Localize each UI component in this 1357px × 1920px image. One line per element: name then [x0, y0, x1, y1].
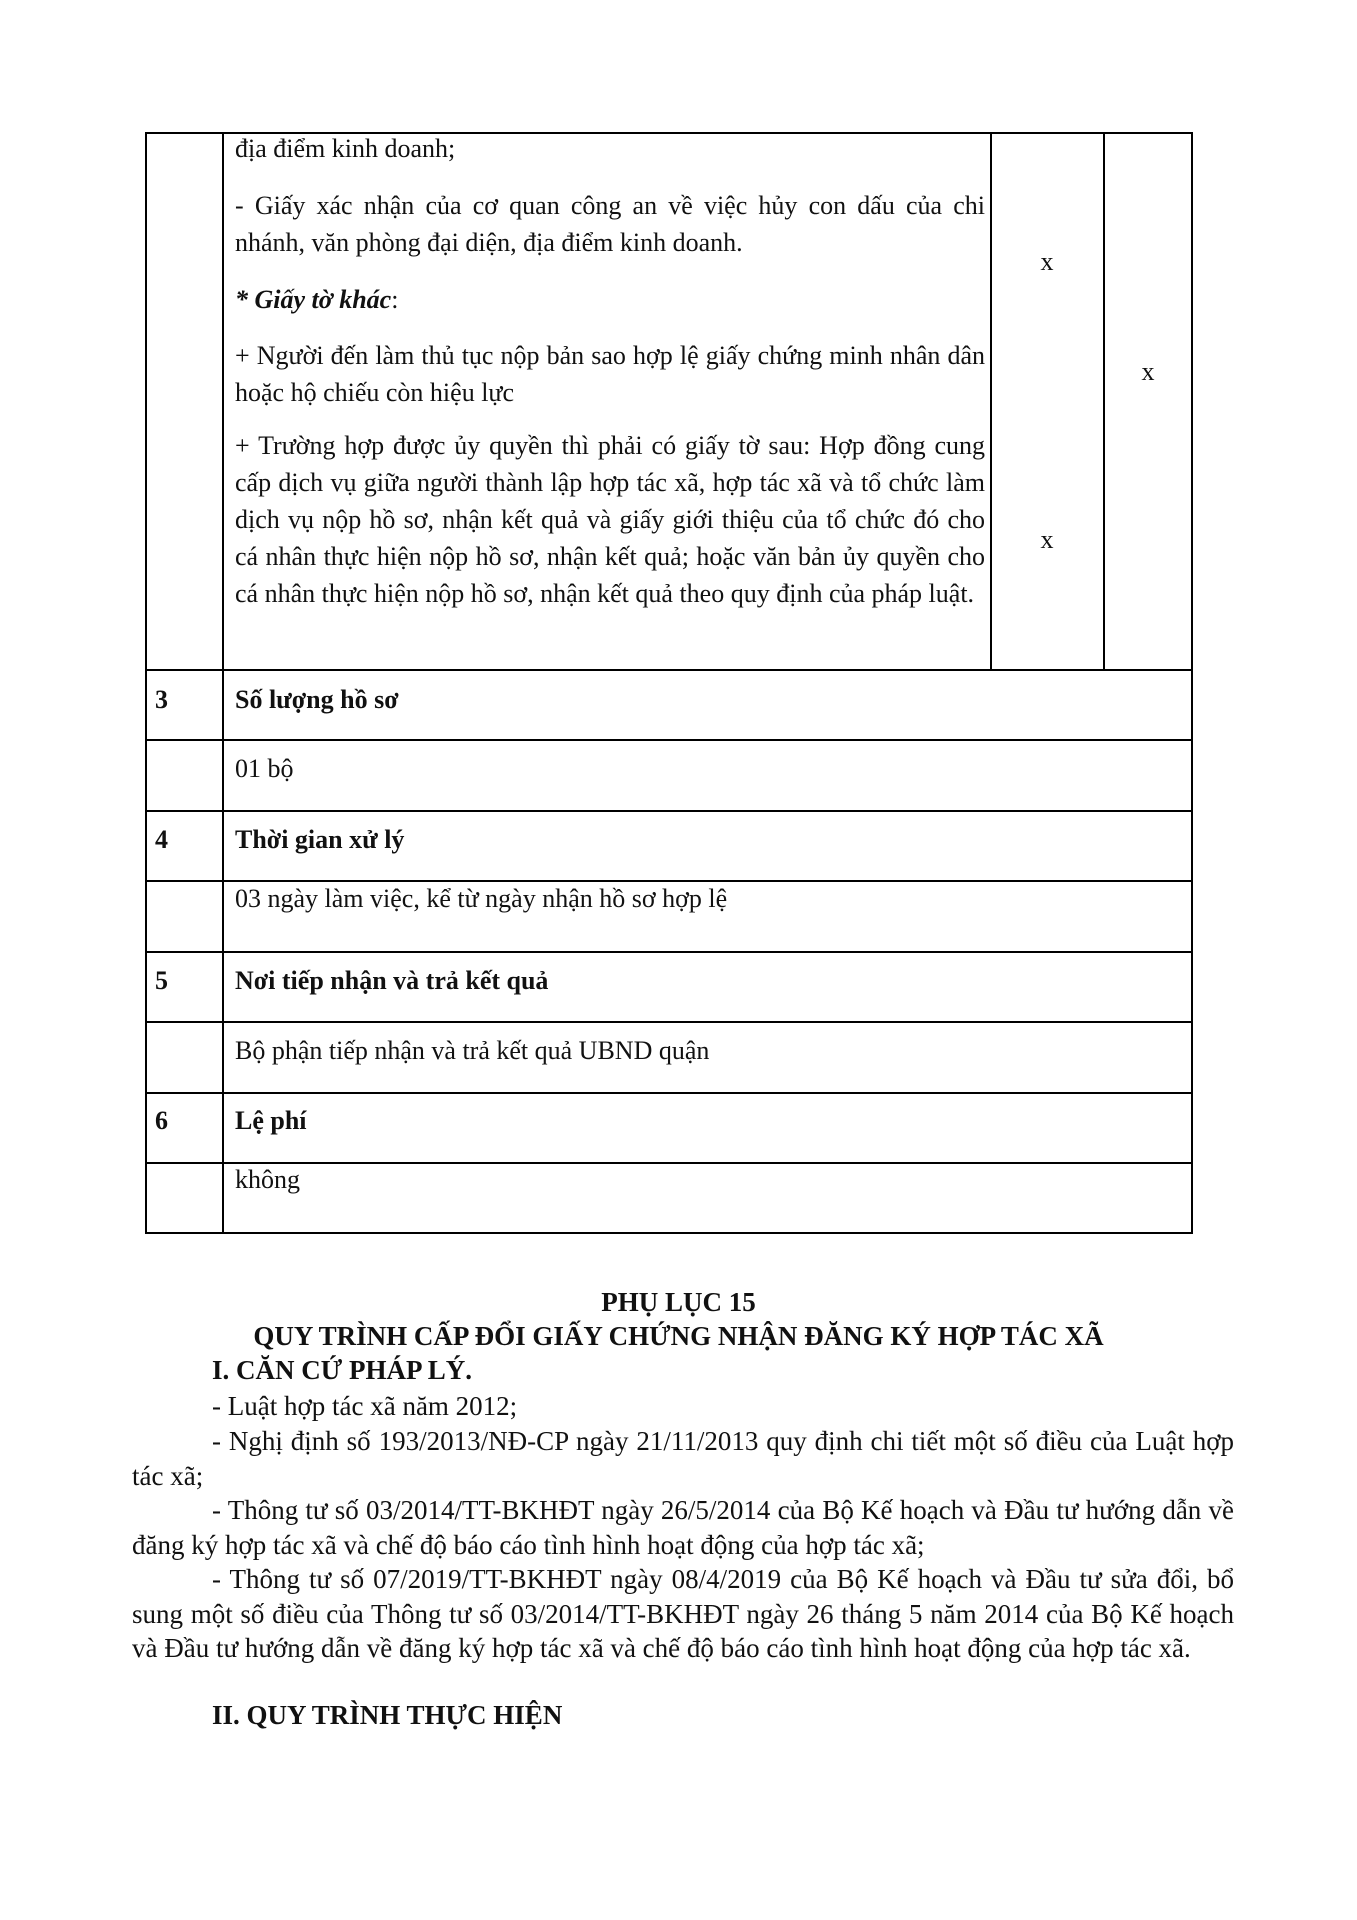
legal-basis-item: - Nghị định số 193/2013/NĐ-CP ngày 21/11/2013 quy định chi tiết một số điều của Luật hợp tác xã;: [132, 1426, 1234, 1491]
table-row-divider: [145, 880, 1193, 882]
table-mark-col-divider-1: [990, 132, 992, 670]
row-heading: Nơi tiếp nhận và trả kết quả: [235, 966, 549, 995]
row-heading: Lệ phí: [235, 1106, 307, 1135]
appendix-subtitle: QUY TRÌNH CẤP ĐỔI GIẤY CHỨNG NHẬN ĐĂNG KÝ HỢP TÁC XÃ: [253, 1321, 1104, 1351]
document-continuation-line: địa điểm kinh doanh;: [235, 134, 456, 163]
document-item-authorization: + Trường hợp được ủy quyền thì phải có giấy tờ sau: Hợp đồng cung cấp dịch vụ giữa người thành lập hợp tác xã, hợp tác xã và tổ chức làm dịch vụ nộp hồ sơ, nhận kết quả và giấy giới thiệu của tổ chức đó cho cá nhân thực hiện nộp hồ sơ, nhận kết quả; hoặc văn bản ủy quyền cho cá nhân thực hiện nộp hồ sơ, nhận kết quả theo quy định của pháp luật.: [235, 431, 985, 608]
table-mark-col-divider-2: [1103, 132, 1105, 670]
row-value: Bộ phận tiếp nhận và trả kết quả UBND quận: [235, 1036, 710, 1065]
row-heading: Thời gian xử lý: [235, 825, 405, 854]
table-row-divider: [145, 1092, 1193, 1094]
row-heading: Số lượng hồ sơ: [235, 685, 399, 714]
table-row-divider: [145, 951, 1193, 953]
mark-original: x: [1040, 247, 1054, 276]
section-heading: I. CĂN CỨ PHÁP LÝ.: [212, 1355, 472, 1385]
row-number: 4: [155, 825, 168, 854]
other-documents-colon: :: [391, 285, 399, 314]
table-row-divider: [145, 1162, 1193, 1164]
table-col-divider: [222, 132, 224, 1234]
row-number: 3: [155, 685, 168, 714]
legal-basis-item: - Luật hợp tác xã năm 2012;: [212, 1391, 518, 1421]
row-number: 5: [155, 966, 168, 995]
table-border-left: [145, 132, 147, 1234]
row-value: 03 ngày làm việc, kể từ ngày nhận hồ sơ hợp lệ: [235, 884, 728, 913]
table-row-divider: [145, 669, 1193, 671]
procedure-table: [145, 132, 1193, 1234]
document-item-id-copy: + Người đến làm thủ tục nộp bản sao hợp lệ giấy chứng minh nhân dân hoặc hộ chiếu còn hiệu lực: [235, 341, 985, 407]
table-row-divider: [145, 810, 1193, 812]
other-documents-heading: [235, 281, 985, 318]
document-item-police-seal: - Giấy xác nhận của cơ quan công an về việc hủy con dấu của chi nhánh, văn phòng đại diện, địa điểm kinh doanh.: [235, 191, 985, 257]
table-row-divider: [145, 1021, 1193, 1023]
legal-basis-item: - Thông tư số 07/2019/TT-BKHĐT ngày 08/4/2019 của Bộ Kế hoạch và Đầu tư sửa đổi, bổ sung một số điều của Thông tư số 03/2014/TT-BKHĐT ngày 26 tháng 5 năm 2014 của Bộ Kế hoạch và Đầu tư hướng dẫn về đăng ký hợp tác xã và chế độ báo cáo tình hình hoạt động của hợp tác xã.: [132, 1564, 1234, 1663]
mark-original: x: [1040, 525, 1054, 554]
appendix-title: PHỤ LỤC 15: [601, 1287, 756, 1317]
row-value: 01 bộ: [235, 754, 294, 783]
section-heading: II. QUY TRÌNH THỰC HIỆN: [212, 1700, 563, 1730]
table-border-bottom: [145, 1232, 1193, 1234]
row-value: không: [235, 1165, 300, 1194]
mark-copy: x: [1141, 357, 1155, 386]
table-row-divider: [145, 739, 1193, 741]
other-documents-title: * Giấy tờ khác: [235, 285, 392, 314]
legal-basis-item: - Thông tư số 03/2014/TT-BKHĐT ngày 26/5/2014 của Bộ Kế hoạch và Đầu tư hướng dẫn về đăng ký hợp tác xã và chế độ báo cáo tình hình hoạt động của hợp tác xã;: [132, 1495, 1234, 1560]
row-number: 6: [155, 1106, 168, 1135]
table-border-right: [1191, 132, 1193, 1234]
